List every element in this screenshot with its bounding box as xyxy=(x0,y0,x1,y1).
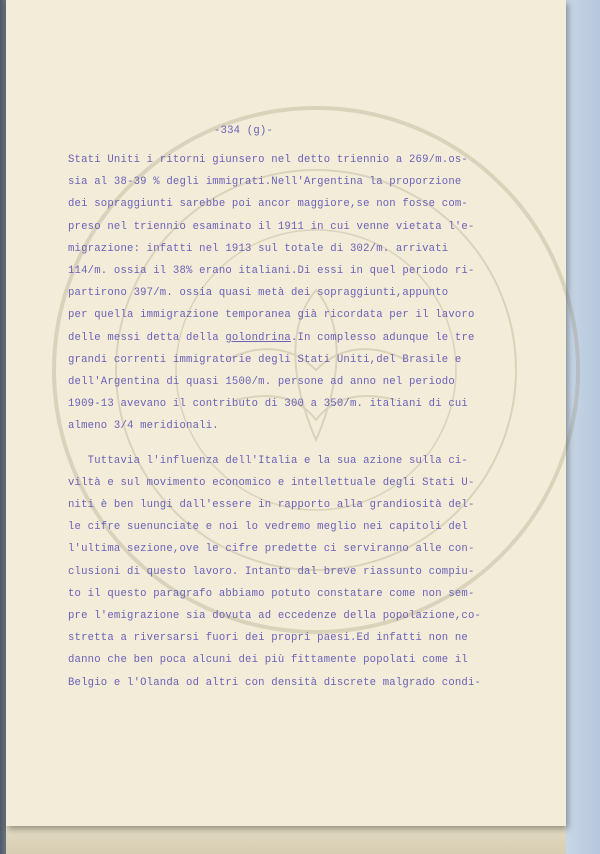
text-line: grandi correnti immigratorie degli Stati Uniti,del Brasile e xyxy=(68,353,462,366)
underlined-word: golondrina xyxy=(225,331,291,344)
blue-cover-strip xyxy=(566,0,600,854)
text-line: clusioni di questo lavoro. Intanto dal breve riassunto compiu- xyxy=(68,565,475,578)
text-line: Belgio e l'Olanda od altri con densità discrete malgrado condi- xyxy=(68,676,482,689)
text-line: per quella immigrazione temporanea già ricordata per il lavoro xyxy=(68,309,475,322)
text-line: viltà e sul movimento economico e intellettuale degli Stati U- xyxy=(68,476,475,489)
text-line: dell'Argentina di quasi 1500/m. persone ad anno nel periodo xyxy=(68,376,455,388)
text-line: sia al 38-39 % degli immigrati.Nell'Argentina la proporzione xyxy=(68,176,462,189)
text-line: niti è ben lungi dall'essere in rapporto alla grandiosità del- xyxy=(68,499,475,511)
text-line: almeno 3/4 meridionali. xyxy=(68,420,219,433)
page-number: -334 (g)- xyxy=(214,125,274,137)
page-bottom-edge xyxy=(6,826,566,854)
text-line: Tuttavia l'influenza dell'Italia e la sua azione sulla ci- xyxy=(68,454,468,467)
text-line: delle messi detta della golondrina.In complesso adunque le tre xyxy=(68,331,475,344)
text-line: Stati Uniti i ritorni giunsero nel detto triennio a 269/m.os- xyxy=(68,154,468,166)
text-line: l'ultima sezione,ove le cifre predette ci serviranno alle con- xyxy=(68,543,475,556)
text-line: stretta a riversarsi fuori dei propri paesi.Ed infatti non ne xyxy=(68,632,468,645)
text-line: danno che ben poca alcuni dei più fittamente popolati come il xyxy=(68,654,468,667)
text-line: le cifre suenunciate e noi lo vedremo meglio nei capitoli del xyxy=(68,521,468,534)
document-page xyxy=(6,0,566,826)
text-line: partirono 397/m. ossia quasi metà dei sopraggiunti,appunto xyxy=(68,287,449,300)
text-line: pre l'emigrazione sia dovuta ad eccedenze della popolazione,co- xyxy=(68,610,482,622)
text-line: dei sopraggiunti sarebbe poi ancor maggiore,se non fosse com- xyxy=(68,198,468,211)
text-line: 1909-13 avevano il contributo di 300 a 350/m. italiani di cui xyxy=(68,398,468,411)
text-line: preso nel triennio esaminato il 1911 in cui venne vietata l'e- xyxy=(68,220,475,233)
text-line: 114/m. ossia il 38% erano italiani.Di essi in quel periodo ri- xyxy=(68,265,475,277)
text-line: to il questo paragrafo abbiamo potuto constatare come non sem- xyxy=(68,587,475,600)
text-line: migrazione: infatti nel 1913 sul totale di 302/m. arrivati xyxy=(68,242,449,255)
